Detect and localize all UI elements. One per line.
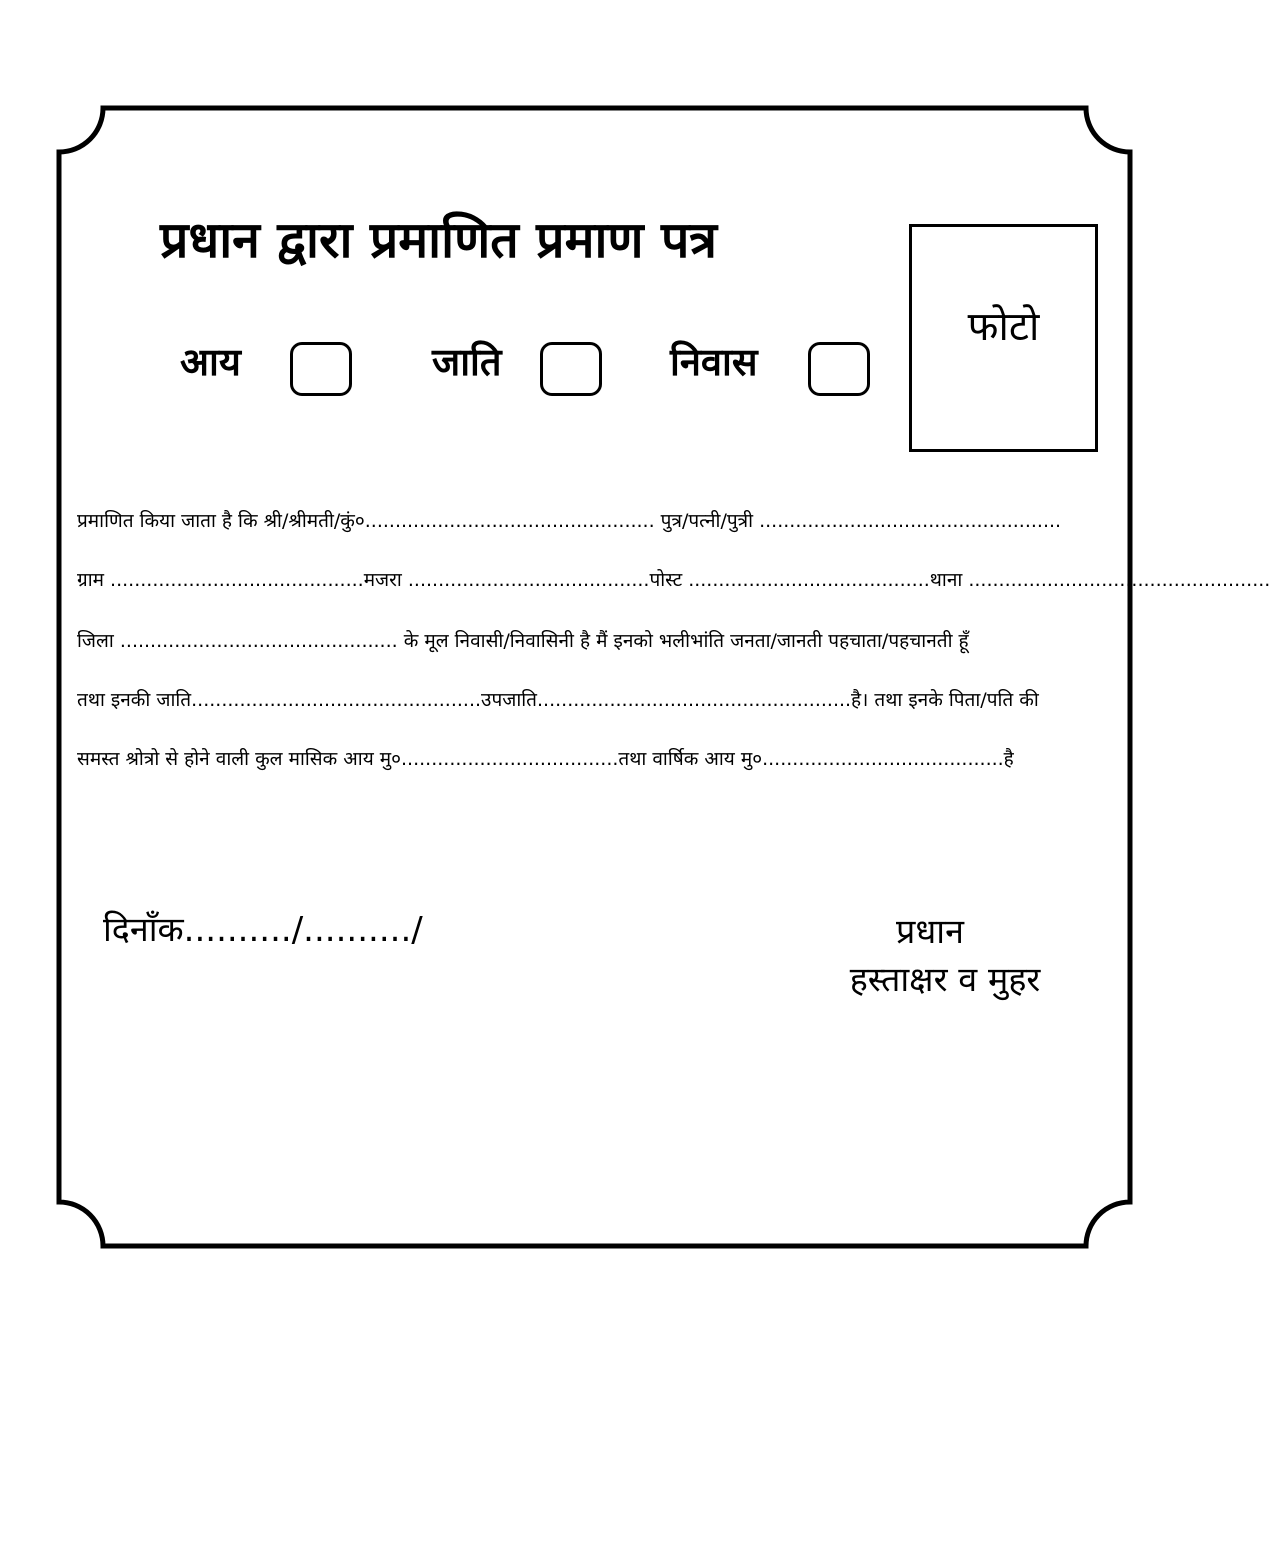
income-checkbox[interactable] [290,342,352,396]
body-line-1: प्रमाणित किया जाता है कि श्री/श्रीमती/कुं०................................................ पुत्र/पत्नी/पुत्री .................................................. [77,510,1062,532]
body-line-4: तथा इनकी जाति................................................उपजाति....................................................है। तथा इनके पिता/पति की [77,689,1039,711]
residence-checkbox[interactable] [808,342,870,396]
caste-checkbox[interactable] [540,342,602,396]
category-label-residence: निवास [670,340,758,384]
signature-seal-label: हस्ताक्षर व मुहर [849,960,1041,1000]
category-label-caste: जाति [432,340,502,384]
certificate-title: प्रधान द्वारा प्रमाणित प्रमाण पत्र [160,211,717,269]
photo-box [909,224,1098,452]
signatory-title: प्रधान [896,912,964,952]
category-label-income: आय [180,340,241,384]
date-field: दिनाँक........../........../ [103,910,423,950]
body-line-2: ग्राम ..........................................मजरा ........................................पोस्ट ........................................थाना .................................................. [77,569,1270,591]
body-line-5: समस्त श्रोत्रो से होने वाली कुल मासिक आय मु०....................................तथा वार्षिक आय मु०........................................है [77,748,1014,770]
body-line-3: जिला .............................................. के मूल निवासी/निवासिनी है मैं इनको भलीभांति जनता/जानती पहचाता/पहचानती हूँ [77,630,969,652]
photo-label: फोटो [967,304,1040,350]
